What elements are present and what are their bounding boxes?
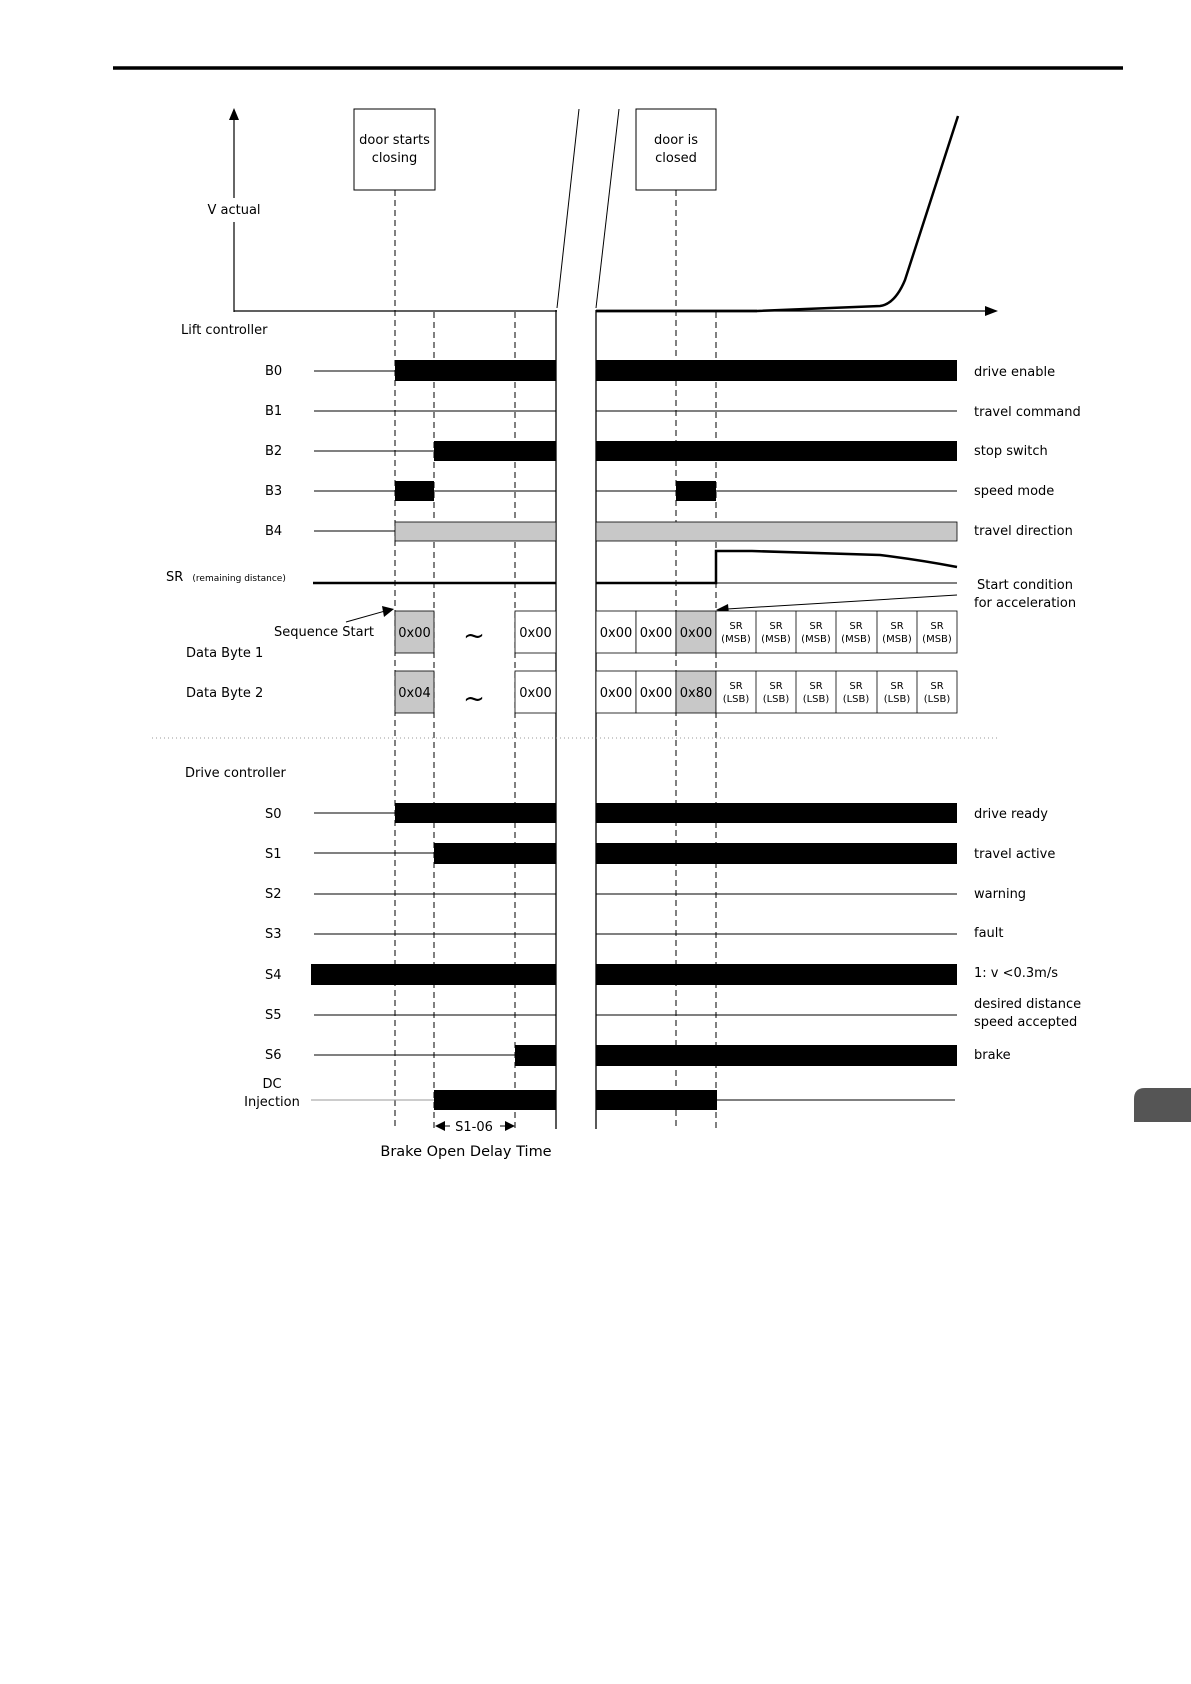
b2-label: B2 bbox=[265, 444, 283, 459]
door-starts-closing-box bbox=[354, 109, 435, 190]
door-closed-line1: door is bbox=[653, 133, 699, 148]
s1-function: travel active bbox=[974, 847, 1056, 862]
s3-function: fault bbox=[974, 926, 1004, 941]
sr-function-line2: for acceleration bbox=[974, 596, 1077, 611]
db1-sr-1a: SR bbox=[769, 621, 783, 632]
db2-cell-0: 0x04 bbox=[398, 686, 431, 701]
db2-cell-2: 0x00 bbox=[599, 686, 633, 701]
db2-sr-4a: SR bbox=[890, 681, 904, 692]
brake-open-delay-caption: Brake Open Delay Time bbox=[380, 1144, 552, 1160]
signal-s6 bbox=[265, 1045, 1011, 1066]
db1-cell-1: 0x00 bbox=[519, 626, 552, 641]
db1-sr-3b: (MSB) bbox=[841, 634, 871, 645]
db2-sr-5a: SR bbox=[930, 681, 944, 692]
db1-sr-0a: SR bbox=[729, 621, 743, 632]
s2-function: warning bbox=[974, 887, 1027, 902]
db1-cell-2: 0x00 bbox=[599, 626, 633, 641]
s5-label: S5 bbox=[265, 1008, 282, 1023]
db2-tilde: ~ bbox=[463, 684, 485, 714]
sequence-start-label: Sequence Start bbox=[274, 625, 375, 640]
db2-sr-2a: SR bbox=[809, 681, 823, 692]
signal-b3 bbox=[265, 481, 1054, 501]
velocity-plot bbox=[204, 108, 998, 316]
signal-s3 bbox=[265, 926, 1004, 942]
door-starts-line1: door starts bbox=[359, 133, 430, 148]
db1-cell-0: 0x00 bbox=[398, 626, 431, 641]
db1-sr-5a: SR bbox=[930, 621, 944, 632]
db2-sr-2b: (LSB) bbox=[802, 694, 830, 705]
b3-label: B3 bbox=[265, 484, 283, 499]
signal-b2 bbox=[265, 441, 1048, 461]
db1-cell-3: 0x00 bbox=[639, 626, 673, 641]
db2-cell-4: 0x80 bbox=[679, 686, 713, 701]
b0-function: drive enable bbox=[974, 365, 1056, 380]
b1-label: B1 bbox=[265, 404, 283, 419]
signal-s4 bbox=[265, 964, 1058, 985]
s5-function-line2: speed accepted bbox=[974, 1015, 1078, 1030]
s4-label: S4 bbox=[265, 968, 282, 983]
db2-sr-1b: (LSB) bbox=[762, 694, 790, 705]
sequence-start bbox=[274, 606, 394, 640]
db2-sr-0b: (LSB) bbox=[722, 694, 750, 705]
door-is-closed-box bbox=[636, 109, 716, 190]
s2-label: S2 bbox=[265, 887, 282, 902]
sr-suffix: (remaining distance) bbox=[192, 574, 286, 584]
db2-cell-1: 0x00 bbox=[519, 686, 552, 701]
b1-function: travel command bbox=[974, 405, 1081, 420]
s4-function: 1: v <0.3m/s bbox=[974, 966, 1058, 981]
db1-sr-4b: (MSB) bbox=[882, 634, 912, 645]
db2-sr-5b: (LSB) bbox=[923, 694, 951, 705]
s1-label: S1 bbox=[265, 847, 282, 862]
signal-s5 bbox=[265, 997, 1081, 1030]
db2-sr-4b: (LSB) bbox=[883, 694, 911, 705]
lift-controller-title: Lift controller bbox=[181, 323, 268, 338]
db1-sr-2b: (MSB) bbox=[801, 634, 831, 645]
s0-function: drive ready bbox=[974, 807, 1049, 822]
brake-open-delay-dimension bbox=[380, 1120, 551, 1160]
data-byte-2 bbox=[186, 671, 957, 714]
db2-sr-3a: SR bbox=[849, 681, 863, 692]
page-tab bbox=[1134, 1088, 1191, 1122]
db1-sr-4a: SR bbox=[890, 621, 904, 632]
door-starts-line2: closing bbox=[371, 151, 418, 166]
db1-sr-2a: SR bbox=[809, 621, 823, 632]
b0-label: B0 bbox=[265, 364, 283, 379]
db2-sr-3b: (LSB) bbox=[842, 694, 870, 705]
sr-label bbox=[166, 566, 286, 585]
db2-sr-0a: SR bbox=[729, 681, 743, 692]
dc-injection-line2: Injection bbox=[244, 1095, 300, 1110]
s6-function: brake bbox=[974, 1048, 1011, 1063]
s3-label: S3 bbox=[265, 927, 282, 942]
b4-function: travel direction bbox=[974, 524, 1073, 539]
b2-function: stop switch bbox=[974, 444, 1048, 459]
s5-function-line1: desired distance bbox=[974, 997, 1082, 1012]
data-byte-2-label: Data Byte 2 bbox=[186, 686, 264, 701]
sr-name: SR bbox=[166, 570, 184, 585]
break-edges bbox=[556, 310, 596, 1129]
break-line-left bbox=[557, 109, 579, 308]
signal-sr bbox=[166, 551, 1076, 614]
b4-label: B4 bbox=[265, 524, 283, 539]
db2-sr-1a: SR bbox=[769, 681, 783, 692]
signal-b0 bbox=[265, 360, 1055, 381]
s6-label: S6 bbox=[265, 1048, 282, 1063]
s0-label: S0 bbox=[265, 807, 282, 822]
b3-function: speed mode bbox=[974, 484, 1055, 499]
data-byte-1-label: Data Byte 1 bbox=[186, 646, 264, 661]
db1-cell-4: 0x00 bbox=[679, 626, 713, 641]
db1-sr-5b: (MSB) bbox=[922, 634, 952, 645]
drive-controller-title: Drive controller bbox=[185, 766, 286, 781]
signal-s2 bbox=[265, 887, 1026, 902]
db1-sr-3a: SR bbox=[849, 621, 863, 632]
db2-sr-cells bbox=[716, 671, 957, 713]
signal-dc-injection bbox=[244, 1077, 955, 1110]
sr-function-line1: Start condition bbox=[977, 578, 1073, 593]
db1-sr-1b: (MSB) bbox=[761, 634, 791, 645]
door-closed-line2: closed bbox=[655, 151, 697, 166]
signal-s1 bbox=[265, 843, 1055, 864]
break-line-right bbox=[596, 109, 619, 308]
dc-injection-line1: DC bbox=[262, 1077, 282, 1092]
db1-sr-cells bbox=[716, 611, 957, 653]
db1-tilde: ~ bbox=[463, 621, 485, 651]
db1-sr-0b: (MSB) bbox=[721, 634, 751, 645]
signal-b4 bbox=[265, 522, 1073, 541]
signal-s0 bbox=[265, 803, 1048, 823]
s1-06-label: S1-06 bbox=[455, 1120, 493, 1135]
signal-b1 bbox=[265, 404, 1081, 420]
db2-cell-3: 0x00 bbox=[639, 686, 673, 701]
v-actual-label: V actual bbox=[207, 203, 261, 218]
